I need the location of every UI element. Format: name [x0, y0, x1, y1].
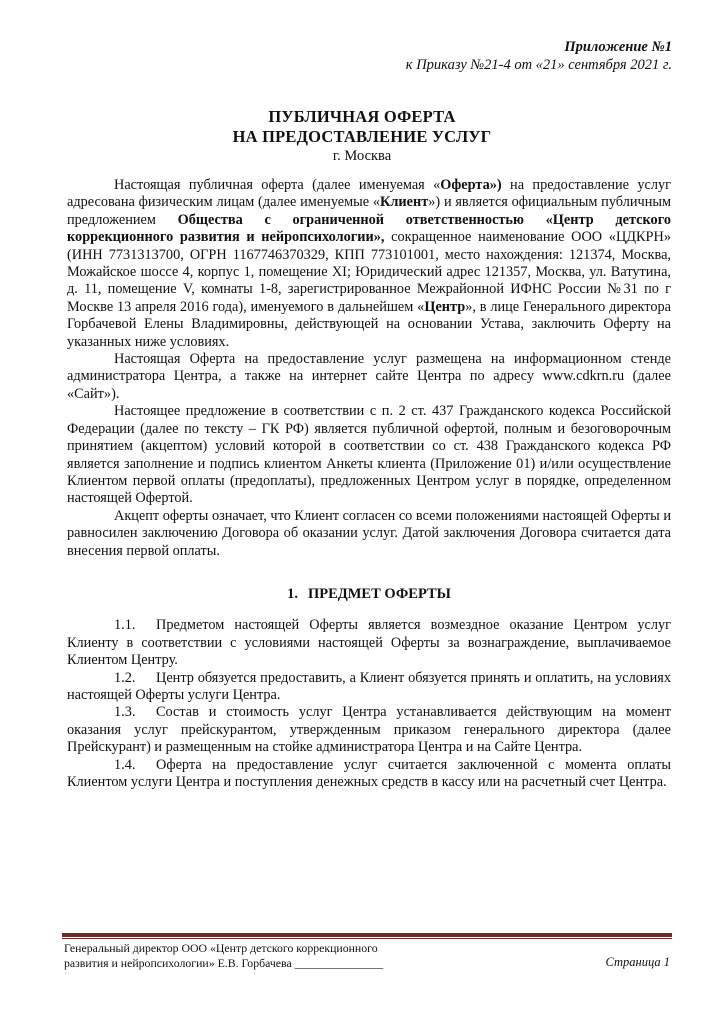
page-number: Страница 1	[605, 955, 670, 969]
section-item	[67, 757, 671, 792]
item-text: Центр обязуется предоставить, а Клиент обязуется принять и оплатить, на условиях настоящей Оферты услуги Центра.	[67, 669, 671, 703]
item-text: Оферта на предоставление услуг считается заключенной с момента оплаты Клиентом услуги Центра и поступления денежных средств в кассу или на расчетный счет Центра.	[67, 756, 671, 790]
company-name: Общества с ограниченной ответственностью «Центр детского коррекционного развития и нейропсихологии»,	[67, 211, 671, 246]
footer-rule	[62, 933, 672, 937]
section-number: 1.	[287, 585, 298, 602]
intro-paragraph-4: Акцепт оферты означает, что Клиент согласен со всеми положениями настоящей Оферты и равносилен заключению Договора об оказании услуг. Датой заключения Договора считается дата внесения первой оплаты.	[67, 507, 671, 559]
item-number: 1.2.	[114, 669, 136, 686]
text-run: ») и является официальным публичным предложением	[67, 194, 671, 228]
appendix-header	[406, 38, 672, 74]
term-offer: Оферта»)	[440, 177, 502, 193]
signature-line-2: развития и нейропсихологии» Е.В. Горбачева _______________	[64, 956, 384, 970]
item-number: 1.3.	[114, 704, 136, 721]
city: г. Москва	[332, 148, 392, 164]
footer-signature	[64, 941, 383, 971]
text-run: сокращенное наименование ООО «ЦДКРН» (ИНН 7731313700, ОГРН 1167746370329, КПП 773101001, место нахождения: 121374, Москва, Можайское шоссе 4, корпус 1, помещение XI; Юридический адрес 121357, Москва, ул. Ватутина, д. 11, помещение V, комнаты 1-8, зарегистрированное Межрайонной ИФНС России №31 по г Москве 13 апреля 2016 года), именуемого в дальнейшем «	[67, 229, 671, 315]
document-title	[0, 107, 724, 147]
text-run: », в лице Генерального директора Горбачевой Елены Владимировны, действующей на основании Устава, заключить Оферту на указанных ниже условиях.	[67, 298, 671, 350]
intro-paragraph-2: Настоящая Оферта на предоставление услуг размещена на информационном стенде администратора Центра, а также на интернет сайте Центра по адресу www.cdkrn.ru (далее «Сайт»).	[67, 351, 671, 402]
text-run: Настоящая публичная оферта (далее именуемая «	[114, 177, 441, 193]
intro-paragraph-3: Настоящее предложение в соответствии с п. 2 ст. 437 Гражданского кодекса Российской Федерации (далее по тексту – ГК РФ) является публичной офертой, полным и безоговорочным принятием (акцептом) условий которой в соответствии со ст. 438 Гражданского кодекса РФ является заполнение и подпись клиентом Анкеты клиента (Приложение 01) и/или осуществление Клиентом первой оплаты (предоплаты), предложенных Центром услуг в порядке, определенном настоящей Офертой.	[67, 403, 671, 507]
section-item	[67, 670, 671, 705]
section-item	[67, 617, 671, 669]
document-body	[67, 177, 671, 791]
section-item	[67, 704, 671, 756]
item-text: Предметом настоящей Оферты является возмездное оказание Центром услуг Клиенту в соответствии с условиями настоящей Оферты за вознаграждение, выплачиваемое Клиентом Центру.	[67, 617, 671, 669]
text-run: на предоставление услуг адресована физическим лицам (далее именуемые «	[67, 177, 671, 211]
appendix-reference: к Приказу №21-4 от «21» сентября 2021 г.	[405, 57, 672, 73]
section-heading	[67, 586, 671, 603]
item-number: 1.1.	[114, 617, 136, 634]
footer-rule-thin	[62, 938, 672, 939]
section-title: ПРЕДМЕТ ОФЕРТЫ	[307, 585, 451, 602]
title-line-2: НА ПРЕДОСТАВЛЕНИЕ УСЛУГ	[232, 127, 492, 146]
signature-line-1: Генеральный директор ООО «Центр детского коррекционного	[64, 941, 378, 955]
item-text: Состав и стоимость услуг Центра устанавливается действующим на момент оказания услуг прейскурантом, утвержденным приказом генерального директора (далее Прейскурант) и размещенным на стойке администратора Центра и на Сайте Центра.	[67, 704, 671, 756]
term-client: Клиент	[380, 194, 429, 211]
title-line-1: ПУБЛИЧНАЯ ОФЕРТА	[268, 107, 456, 126]
term-center: Центр	[424, 298, 466, 315]
intro-paragraph-1	[67, 177, 671, 351]
appendix-title: Приложение №1	[564, 39, 672, 55]
item-number: 1.4.	[114, 756, 136, 773]
